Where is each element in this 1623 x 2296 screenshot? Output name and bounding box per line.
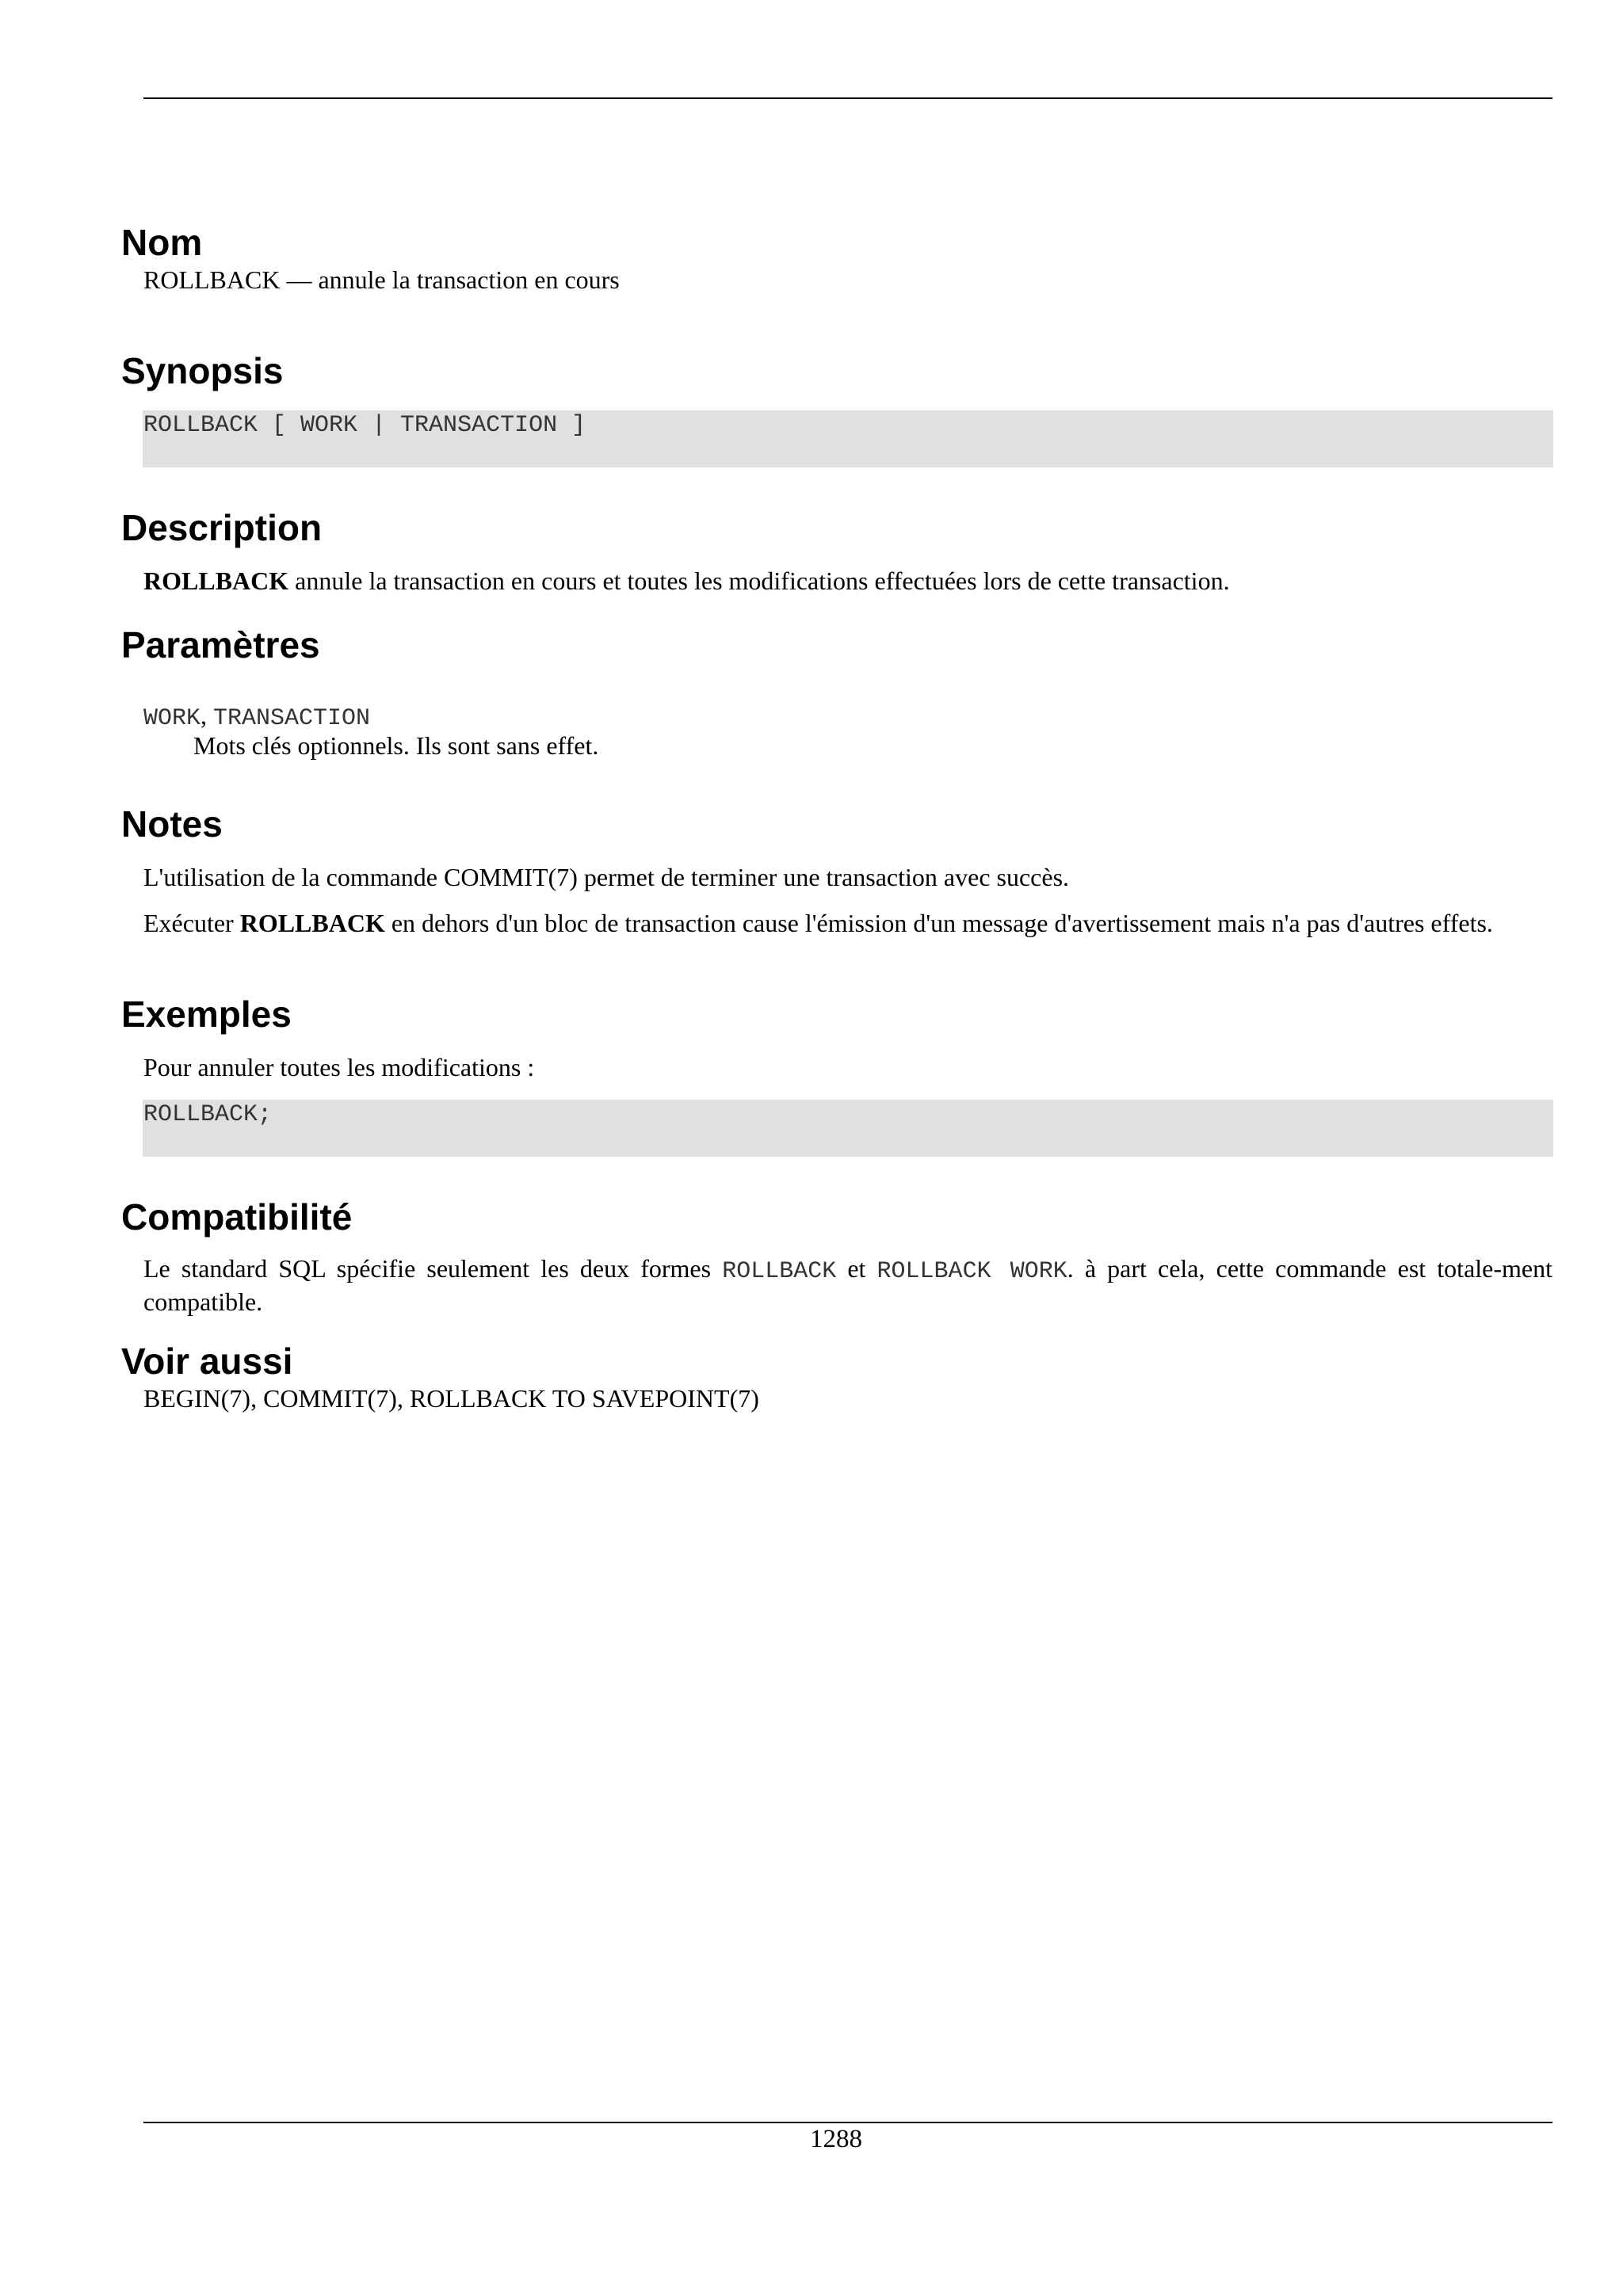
notes-paragraph-2	[143, 908, 1552, 938]
compat-code-rollback-work: ROLLBACK WORK	[876, 1258, 1067, 1285]
notes-p2-command: ROLLBACK	[239, 909, 385, 937]
notes-p2-before: Exécuter	[143, 909, 240, 937]
parameter-term-transaction: TRANSACTION	[213, 705, 371, 732]
compat-code-rollback: ROLLBACK	[722, 1258, 837, 1285]
compat-before: Le standard SQL spécifie seulement les deux formes	[143, 1254, 723, 1283]
exemples-intro: Pour annuler toutes les modifications :	[143, 1053, 535, 1081]
exemples-code-block: ROLLBACK;	[143, 1100, 1553, 1157]
page-number: 1288	[810, 2125, 862, 2153]
heading-exemples: Exemples	[121, 994, 292, 1035]
parameter-term	[143, 700, 370, 734]
parameter-description: Mots clés optionnels. Ils sont sans effet.	[193, 731, 599, 760]
heading-voir-aussi: Voir aussi	[121, 1341, 293, 1382]
heading-notes: Notes	[121, 803, 223, 845]
notes-paragraph-1: L'utilisation de la commande COMMIT(7) permet de terminer une transaction avec succès.	[143, 863, 1070, 891]
notes-p2-after: en dehors d'un bloc de transaction cause l'émission d'un message d'avertissement mais n'a pas d'autres effets.	[384, 909, 1493, 937]
heading-nom: Nom	[121, 222, 203, 263]
compatibilite-text	[143, 1253, 1552, 1317]
parameter-term-work: WORK	[143, 705, 201, 732]
description-command: ROLLBACK	[143, 566, 289, 595]
compat-middle: et	[836, 1254, 877, 1283]
description-body: annule la transaction en cours et toutes les modifications effectuées lors de cette transaction.	[288, 566, 1230, 595]
heading-compatibilite: Compatibilité	[121, 1196, 353, 1238]
heading-description: Description	[121, 507, 323, 548]
heading-synopsis: Synopsis	[121, 350, 284, 391]
nom-text: ROLLBACK — annule la transaction en cours	[143, 265, 620, 294]
voir-aussi-text: BEGIN(7), COMMIT(7), ROLLBACK TO SAVEPOINT(7)	[143, 1384, 759, 1413]
synopsis-code-block: ROLLBACK [ WORK | TRANSACTION ]	[143, 410, 1553, 467]
parameter-term-separator: ,	[200, 701, 214, 730]
heading-parametres: Paramètres	[121, 624, 320, 666]
compat-after: . à part cela, cette commande est totale-ment compatible.	[143, 1254, 1553, 1316]
header-rule	[143, 97, 1552, 99]
description-text	[143, 566, 1552, 596]
